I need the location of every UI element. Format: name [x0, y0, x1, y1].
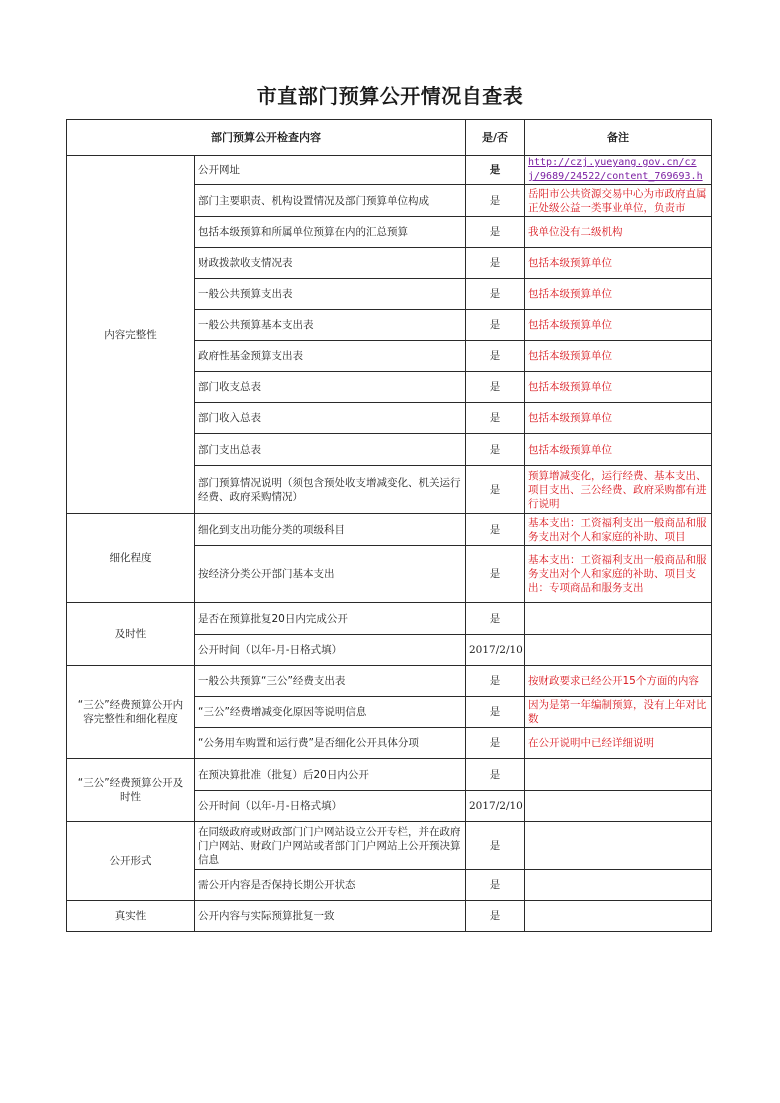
- note-cell: [525, 603, 712, 635]
- category-cell: 公开形式: [67, 822, 195, 901]
- note-text: 按财政要求已经公开15个方面的内容: [528, 675, 699, 687]
- note-cell: [525, 403, 712, 434]
- yes-no-cell: 是: [466, 666, 525, 697]
- table-row: [67, 603, 712, 635]
- item-cell: “公务用车购置和运行费”是否细化公开具体分项: [195, 728, 466, 759]
- note-cell: [525, 791, 712, 822]
- table-row: [67, 666, 712, 697]
- note-cell: [525, 514, 712, 546]
- yes-no-cell: 是: [466, 434, 525, 466]
- note-cell: [525, 156, 712, 185]
- item-cell: 是否在预算批复20日内完成公开: [195, 603, 466, 635]
- item-cell: “三公”经费增减变化原因等说明信息: [195, 697, 466, 728]
- note-cell: [525, 901, 712, 932]
- category-cell: 细化程度: [67, 514, 195, 603]
- note-text: 包括本级预算单位: [528, 350, 612, 362]
- yes-no-cell: 是: [466, 341, 525, 372]
- note-text: 预算增减变化，运行经费、基本支出、项目支出、三公经费、政府采购都有进行说明: [528, 469, 707, 510]
- yes-no-cell: 是: [466, 870, 525, 901]
- note-cell: [525, 870, 712, 901]
- item-cell: 细化到支出功能分类的项级科目: [195, 514, 466, 546]
- category-cell: 内容完整性: [67, 156, 195, 514]
- note-cell: [525, 217, 712, 248]
- item-cell: 一般公共预算“三公”经费支出表: [195, 666, 466, 697]
- yes-no-cell: 是: [466, 603, 525, 635]
- yes-no-cell: 是: [466, 546, 525, 603]
- header-yes-no: 是/否: [466, 120, 525, 156]
- table-row: [67, 759, 712, 791]
- note-cell: [525, 185, 712, 217]
- yes-no-cell: 是: [466, 310, 525, 341]
- table-row: [67, 514, 712, 546]
- note-text: 包括本级预算单位: [528, 443, 612, 456]
- yes-no-cell: 是: [466, 217, 525, 248]
- table-row: [67, 156, 712, 185]
- item-cell: 公开内容与实际预算批复一致: [195, 901, 466, 932]
- note-text: 包括本级预算单位: [528, 412, 612, 424]
- note-cell: [525, 248, 712, 279]
- note-text: 包括本级预算单位: [528, 319, 612, 331]
- note-cell: [525, 434, 712, 466]
- note-cell: [525, 546, 712, 603]
- category-cell: 及时性: [67, 603, 195, 666]
- yes-no-cell: 是: [466, 248, 525, 279]
- self-check-table: [66, 119, 712, 932]
- yes-no-cell: 是: [466, 901, 525, 932]
- item-cell: 一般公共预算支出表: [195, 279, 466, 310]
- item-cell: 在同级政府或财政部门门户网站设立公开专栏，并在政府门户网站、财政门户网站或者部门门户网站上公开预决算信息: [195, 822, 466, 870]
- yes-no-cell: 是: [466, 759, 525, 791]
- item-cell: 包括本级预算和所属单位预算在内的汇总预算: [195, 217, 466, 248]
- public-url-link[interactable]: http://czj.yueyang.gov.cn/czj/9689/24522/content_769693.h: [528, 157, 703, 182]
- item-cell: 部门主要职责、机构设置情况及部门预算单位构成: [195, 185, 466, 217]
- note-cell: [525, 822, 712, 870]
- note-cell: [525, 372, 712, 403]
- yes-no-cell: 是: [466, 466, 525, 514]
- note-text: 因为是第一年编制预算，没有上年对比数: [528, 699, 707, 725]
- header-note: 备注: [525, 120, 712, 156]
- item-cell: 公开网址: [195, 156, 466, 185]
- note-cell: [525, 466, 712, 514]
- yes-no-cell: 是: [466, 185, 525, 217]
- table-header-row: [67, 120, 712, 156]
- note-text: 包括本级预算单位: [528, 257, 612, 269]
- note-text: 在公开说明中已经详细说明: [528, 737, 654, 749]
- yes-no-cell: 是: [466, 372, 525, 403]
- yes-no-cell: 是: [466, 514, 525, 546]
- item-cell: 按经济分类公开部门基本支出: [195, 546, 466, 603]
- item-cell: 部门支出总表: [195, 434, 466, 466]
- yes-no-cell: 是: [466, 822, 525, 870]
- category-cell: “三公”经费预算公开及时性: [67, 759, 195, 822]
- note-text: 我单位没有二级机构: [528, 226, 623, 238]
- item-cell: 在预决算批准（批复）后20日内公开: [195, 759, 466, 791]
- yes-no-cell: 是: [466, 697, 525, 728]
- item-cell: 部门收支总表: [195, 372, 466, 403]
- header-content: 部门预算公开检查内容: [67, 120, 466, 156]
- note-text: 岳阳市公共资源交易中心为市政府直属正处级公益一类事业单位，负责市: [528, 187, 707, 214]
- page-title: 市直部门预算公开情况自查表: [256, 84, 524, 108]
- item-cell: 公开时间（以年-月-日格式填）: [195, 635, 466, 666]
- note-cell: [525, 635, 712, 666]
- note-text: 基本支出：工资福利支出一般商品和服务支出对个人和家庭的补助、项目: [528, 516, 707, 543]
- yes-no-cell: 是: [466, 156, 525, 185]
- yes-no-cell: 是: [466, 728, 525, 759]
- note-cell: [525, 341, 712, 372]
- yes-no-cell: 是: [466, 403, 525, 434]
- note-cell: [525, 666, 712, 697]
- table-row: [67, 822, 712, 870]
- yes-no-cell: 是: [466, 279, 525, 310]
- note-cell: [525, 759, 712, 791]
- note-cell: [525, 310, 712, 341]
- item-cell: 需公开内容是否保持长期公开状态: [195, 870, 466, 901]
- category-cell: 真实性: [67, 901, 195, 932]
- item-cell: 一般公共预算基本支出表: [195, 310, 466, 341]
- item-cell: 部门预算情况说明（须包含预处收支增减变化、机关运行经费、政府采购情况）: [195, 466, 466, 514]
- note-cell: [525, 697, 712, 728]
- yes-no-cell: 2017/2/10: [466, 635, 525, 666]
- note-text: 包括本级预算单位: [528, 288, 612, 300]
- note-text: 包括本级预算单位: [528, 381, 612, 393]
- item-cell: 政府性基金预算支出表: [195, 341, 466, 372]
- item-cell: 财政拨款收支情况表: [195, 248, 466, 279]
- table-row: [67, 901, 712, 932]
- category-cell: “三公”经费预算公开内容完整性和细化程度: [67, 666, 195, 759]
- item-cell: 部门收入总表: [195, 403, 466, 434]
- note-text: 基本支出：工资福利支出一般商品和服务支出对个人和家庭的补助、项目支出：专项商品和服务支出: [528, 554, 707, 594]
- note-cell: [525, 728, 712, 759]
- yes-no-cell: 2017/2/10: [466, 791, 525, 822]
- note-cell: [525, 279, 712, 310]
- item-cell: 公开时间（以年-月-日格式填）: [195, 791, 466, 822]
